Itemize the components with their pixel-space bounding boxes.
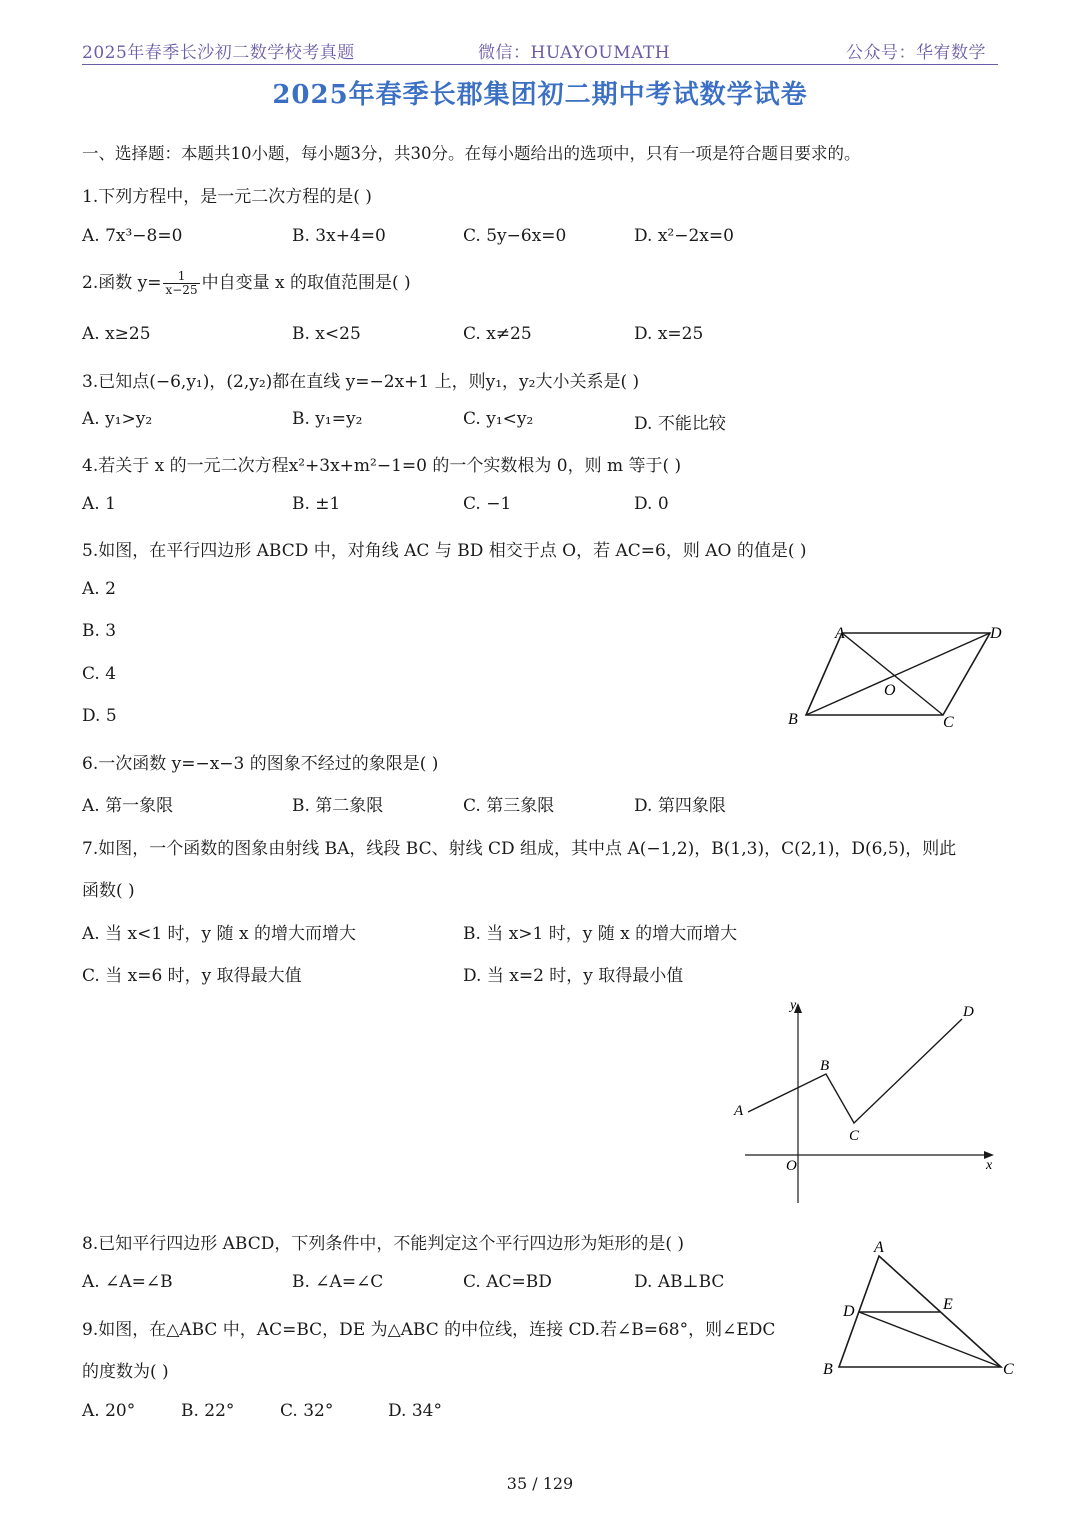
page-number: 35 / 129 (506, 1474, 574, 1493)
q9-option-a: A. 20° (82, 1401, 136, 1421)
q3-option-d: D. 不能比较 (634, 414, 726, 434)
q2-frac-num: 1 (163, 270, 199, 284)
q6-option-a: A. 第一象限 (82, 796, 174, 816)
q4-option-b: B. ±1 (292, 494, 341, 514)
q4-option-c: C. −1 (463, 494, 512, 514)
q5-option-b: B. 3 (82, 621, 117, 641)
q9-option-c: C. 32° (280, 1401, 334, 1421)
q9-stem-line2: 的度数为( ) (82, 1362, 169, 1382)
header-center: 微信：HUAYOUMATH (478, 43, 671, 63)
q4-option-a: A. 1 (82, 494, 116, 514)
q6-stem: 6.一次函数 y=−x−3 的图象不经过的象限是( ) (82, 754, 439, 774)
q5-diagonal-bd (806, 633, 990, 715)
q2-stem-post: 中自变量 x 的取值范围是( ) (201, 273, 411, 293)
q9-label-c: C (1003, 1361, 1014, 1378)
header-right: 公众号：华宥数学 (846, 43, 986, 63)
header-divider (82, 64, 998, 65)
section-heading: 一、选择题：本题共10小题，每小题3分，共30分。在每小题给出的选项中，只有一项是符合题目要求的。 (82, 144, 861, 163)
q8-option-d: D. AB⊥BC (634, 1272, 725, 1292)
header-left: 2025年春季长沙初二数学校考真题 (82, 43, 355, 63)
q2-option-a: A. x≥25 (82, 324, 151, 344)
q2-option-c: C. x≠25 (463, 324, 532, 344)
q5-label-d: D (990, 625, 1002, 642)
q9-label-e: E (943, 1296, 953, 1313)
q5-stem: 5.如图，在平行四边形 ABCD 中，对角线 AC 与 BD 相交于点 O，若 AC=6，则 AO 的值是( ) (82, 541, 807, 561)
q7-option-c: C. 当 x=6 时，y 取得最大值 (82, 966, 302, 986)
q7-label-b: B (820, 1058, 830, 1074)
q1-option-c: C. 5y−6x=0 (463, 226, 567, 246)
q9-triangle-figure (815, 1232, 1025, 1382)
q7-label-y: y (790, 998, 797, 1013)
q3-option-c: C. y₁<y₂ (463, 409, 534, 429)
q5-label-a: A (835, 625, 845, 642)
q7-function-line (748, 1019, 962, 1123)
q7-option-a: A. 当 x<1 时，y 随 x 的增大而增大 (82, 924, 356, 944)
q9-label-b: B (823, 1361, 833, 1378)
q5-option-c: C. 4 (82, 664, 117, 684)
q7-option-d: D. 当 x=2 时，y 取得最小值 (463, 966, 684, 986)
q1-option-a: A. 7x³−8=0 (82, 226, 183, 246)
q3-option-b: B. y₁=y₂ (292, 409, 363, 429)
q6-option-b: B. 第二象限 (292, 796, 384, 816)
q7-option-b: B. 当 x>1 时，y 随 x 的增大而增大 (463, 924, 738, 944)
q9-stem-line1: 9.如图，在△ABC 中，AC=BC，DE 为△ABC 的中位线，连接 CD.若∠B=68°，则∠EDC (82, 1320, 776, 1340)
q5-option-a: A. 2 (82, 579, 116, 599)
q2-option-b: B. x<25 (292, 324, 361, 344)
q5-diagonal-ac (842, 633, 943, 715)
q5-parallelogram-figure (780, 618, 1020, 736)
q6-option-d: D. 第四象限 (634, 796, 726, 816)
q2-option-d: D. x=25 (634, 324, 704, 344)
q9-label-d: D (843, 1303, 855, 1320)
q2-fraction (163, 270, 199, 297)
q7-stem-line1: 7.如图，一个函数的图象由射线 BA，线段 BC、射线 CD 组成，其中点 A(−1,2)，B(1,3)，C(2,1)，D(6,5)，则此 (82, 839, 957, 859)
q9-segment-cd (859, 1312, 1001, 1367)
q7-label-x: x (986, 1158, 993, 1173)
q7-label-a: A (734, 1103, 744, 1119)
q9-option-d: D. 34° (388, 1401, 442, 1421)
q8-option-b: B. ∠A=∠C (292, 1272, 384, 1292)
q8-option-a: A. ∠A=∠B (82, 1272, 173, 1292)
q3-option-a: A. y₁>y₂ (82, 409, 153, 429)
q2-frac-den: x−25 (165, 283, 198, 297)
q4-stem: 4.若关于 x 的一元二次方程x²+3x+m²−1=0 的一个实数根为 0，则 m 等于( ) (82, 456, 682, 476)
q7-label-d: D (963, 1004, 974, 1020)
q2-stem-pre: 2.函数 y= (82, 273, 162, 293)
q1-stem: 1.下列方程中，是一元二次方程的是( ) (82, 187, 372, 207)
q1-option-b: B. 3x+4=0 (292, 226, 386, 246)
page-title: 2025年春季长郡集团初二期中考试数学试卷 (272, 80, 808, 110)
q7-label-c: C (849, 1128, 860, 1144)
q6-option-c: C. 第三象限 (463, 796, 555, 816)
q2-stem (82, 268, 411, 297)
q5-label-c: C (943, 714, 954, 731)
q5-option-d: D. 5 (82, 706, 117, 726)
q7-stem-line2: 函数( ) (82, 881, 135, 901)
q5-label-b: B (788, 711, 798, 728)
q8-option-c: C. AC=BD (463, 1272, 552, 1292)
q7-label-o: O (786, 1158, 797, 1174)
q3-stem: 3.已知点(−6,y₁)，(2,y₂)都在直线 y=−2x+1 上，则y₁，y₂大小关系是( ) (82, 372, 640, 392)
q9-label-a: A (874, 1239, 884, 1256)
q1-option-d: D. x²−2x=0 (634, 226, 734, 246)
q7-function-graph (730, 995, 1000, 1205)
q4-option-d: D. 0 (634, 494, 669, 514)
q8-stem: 8.已知平行四边形 ABCD，下列条件中，不能判定这个平行四边形为矩形的是( ) (82, 1234, 685, 1254)
q5-label-o: O (884, 682, 896, 699)
q9-option-b: B. 22° (181, 1401, 235, 1421)
